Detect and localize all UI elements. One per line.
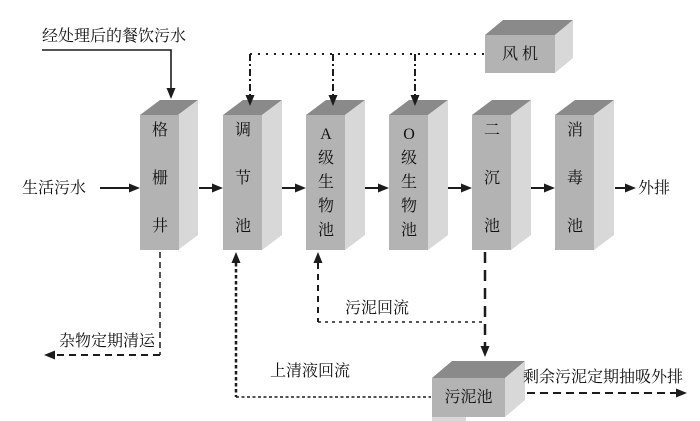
excess-sludge-label: 剩余污泥定期抽吸外排	[523, 369, 684, 386]
box-side-face	[594, 100, 614, 250]
box-side-face	[178, 100, 198, 250]
debris-removal-label: 杂物定期清运	[59, 333, 156, 350]
tank-box-grid-well	[140, 100, 198, 250]
supernatant-return-label: 上清液回流	[270, 363, 351, 380]
influent-label: 生活污水	[22, 180, 87, 197]
arrowhead-into-abio	[295, 184, 306, 193]
box-side-face	[345, 100, 365, 250]
tank-label-disinfection: 消毒池	[566, 122, 583, 235]
arrowhead-into-disinfection	[544, 184, 555, 193]
arrowhead-debris-left	[44, 351, 55, 360]
treated-feed-label: 经处理后的餐饮污水	[42, 28, 187, 45]
arrowhead-influent	[129, 184, 140, 193]
arrowhead-treated-feed	[167, 88, 176, 99]
treated-feed-line	[42, 50, 171, 89]
tank-label-a-bio: A级生物池	[317, 126, 334, 239]
sludge-return-label: 污泥回流	[345, 300, 410, 317]
arrowhead-into-sedimentation	[461, 184, 472, 193]
box-side-face	[511, 100, 531, 250]
tank-label-regulation: 调节池	[234, 122, 251, 235]
blower-label: 风 机	[501, 46, 538, 63]
box-side-face	[262, 100, 282, 250]
tank-box-disinfection	[555, 100, 614, 250]
box-side-face	[428, 100, 448, 250]
tank-box-a-bio	[306, 100, 365, 250]
arrowhead-into-sludge-tank	[481, 346, 490, 357]
arrowhead-excess-right	[676, 389, 687, 398]
tank-box-regulation	[223, 100, 282, 250]
tank-box-o-bio	[389, 100, 448, 250]
tank-label-o-bio: O级生物池	[400, 126, 417, 239]
arrowhead-into-obio	[378, 184, 389, 193]
tank-box-secondary-sedimentation	[472, 100, 531, 250]
tank-label-grid-well: 格栅井	[151, 122, 168, 235]
arrowhead-supernatant-up	[232, 252, 241, 263]
tank-label-sludge: 污泥池	[444, 389, 493, 406]
box-base-shadow	[432, 417, 466, 421]
arrowhead-effluent	[625, 184, 636, 193]
arrowhead-sludge-return-up	[314, 252, 323, 263]
effluent-label: 外排	[638, 180, 671, 197]
tank-label-secondary-sedimentation: 二沉池	[483, 122, 500, 235]
arrowhead-into-regulation	[212, 184, 223, 193]
